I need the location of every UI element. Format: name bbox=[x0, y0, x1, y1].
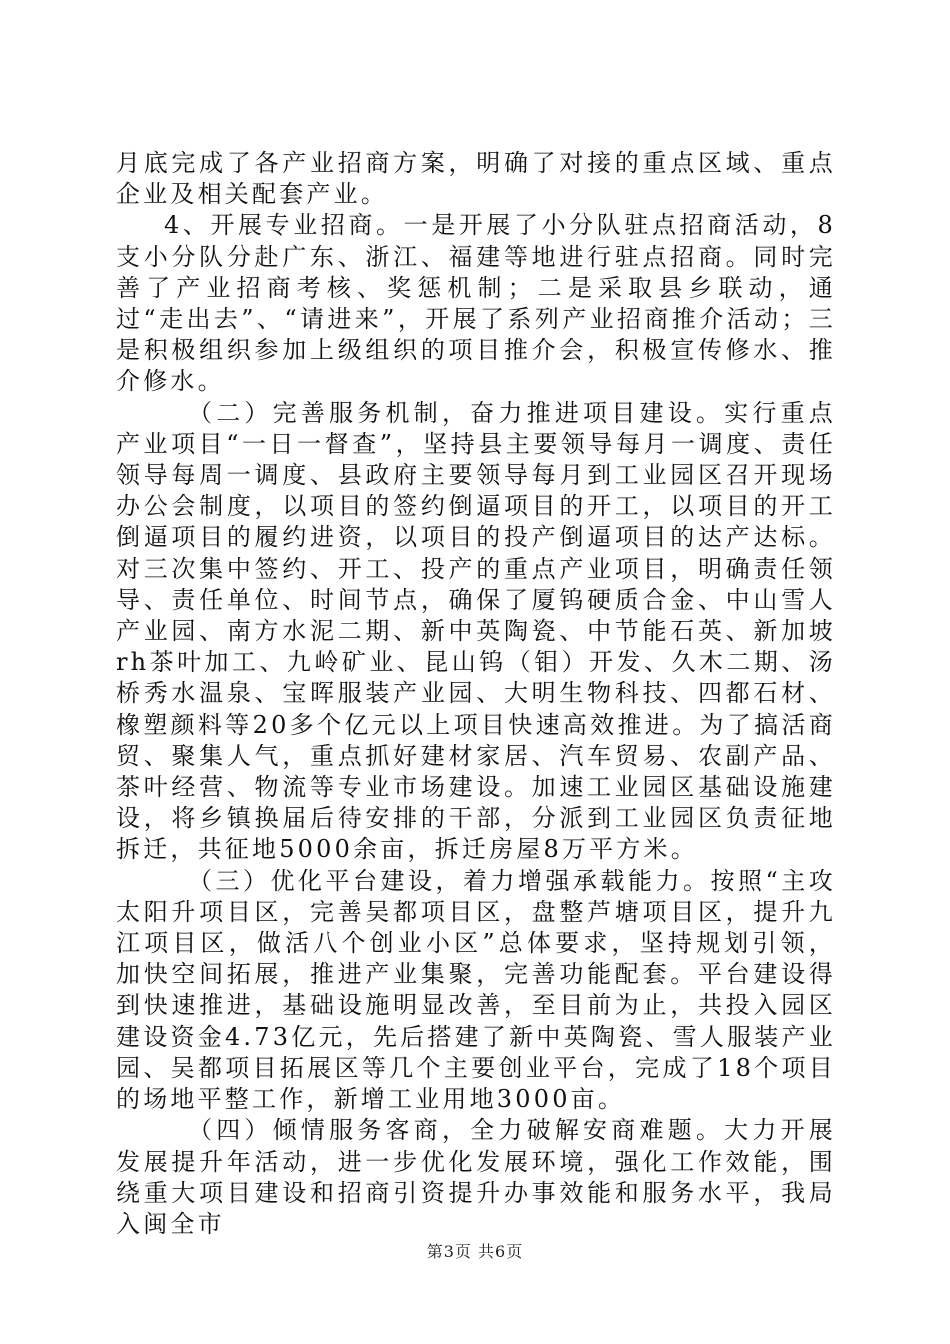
paragraph-continuation: 月底完成了各产业招商方案，明确了对接的重点区域、重点企业及相关配套产业。 bbox=[116, 149, 836, 209]
page-footer bbox=[0, 1239, 950, 1262]
paragraph-item-4: 4、开展专业招商。一是开展了小分队驻点招商活动，8支小分队分赴广东、浙江、福建等地进行驻点招商。同时完善了产业招商考核、奖惩机制；二是采取县乡联动，通过“走出去”、“请进来”，开展了系列产业招商推介活动；三是积极组织参加上级组织的项目推介会，积极宣传修水、推介修水。 bbox=[116, 211, 836, 396]
paragraph-section-4: （四）倾情服务客商，全力破解安商难题。大力开展发展提升年活动，进一步优化发展环境，强化工作效能，围绕重大项目建设和招商引资提升办事效能和服务水平，我局入闽全市 bbox=[116, 1116, 836, 1238]
paragraph-section-2: （二）完善服务机制，奋力推进项目建设。实行重点产业项目“一日一督查”，坚持县主要领导每月一调度、责任领导每周一调度、县政府主要领导每月到工业园区召开现场办公会制度，以项目的签约倒逼项目的开工，以项目的开工倒逼项目的履约进资，以项目的投产倒逼项目的达产达标。对三次集中签约、开工、投产的重点产业项目，明确责任领导、责任单位、时间节点，确保了厦钨硬质合金、中山雪人产业园、南方水泥二期、新中英陶瓷、中节能石英、新加坡rh茶叶加工、九岭矿业、昆山钨（钼）开发、久木二期、汤桥秀水温泉、宝晖服装产业园、大明生物科技、四都石材、橡塑颜料等20多个亿元以上项目快速高效推进。为了搞活商贸、聚集人气，重点抓好建材家居、汽车贸易、农副产品、茶叶经营、物流等专业市场建设。加速工业园区基础设施建设，将乡镇换届后待安排的干部，分派到工业园区负责征地拆迁，共征地5000余亩，拆迁房屋8万平方米。 bbox=[116, 398, 836, 864]
paragraph-section-3: （三）优化平台建设，着力增强承载能力。按照“主攻太阳升项目区，完善吴都项目区，盘整芦塘项目区，提升九江项目区，做活八个创业小区”总体要求，坚持规划引领，加快空间拓展，推进产业集聚，完善功能配套。平台建设得到快速推进，基础设施明显改善，至目前为止，共投入园区建设资金4.73亿元，先后搭建了新中英陶瓷、雪人服装产业园、吴都项目拓展区等几个主要创业平台，完成了18个项目的场地平整工作，新增工业用地3000亩。 bbox=[116, 866, 836, 1114]
page-number: 第3页 共6页 bbox=[426, 1242, 524, 1261]
document-body bbox=[116, 148, 836, 1240]
